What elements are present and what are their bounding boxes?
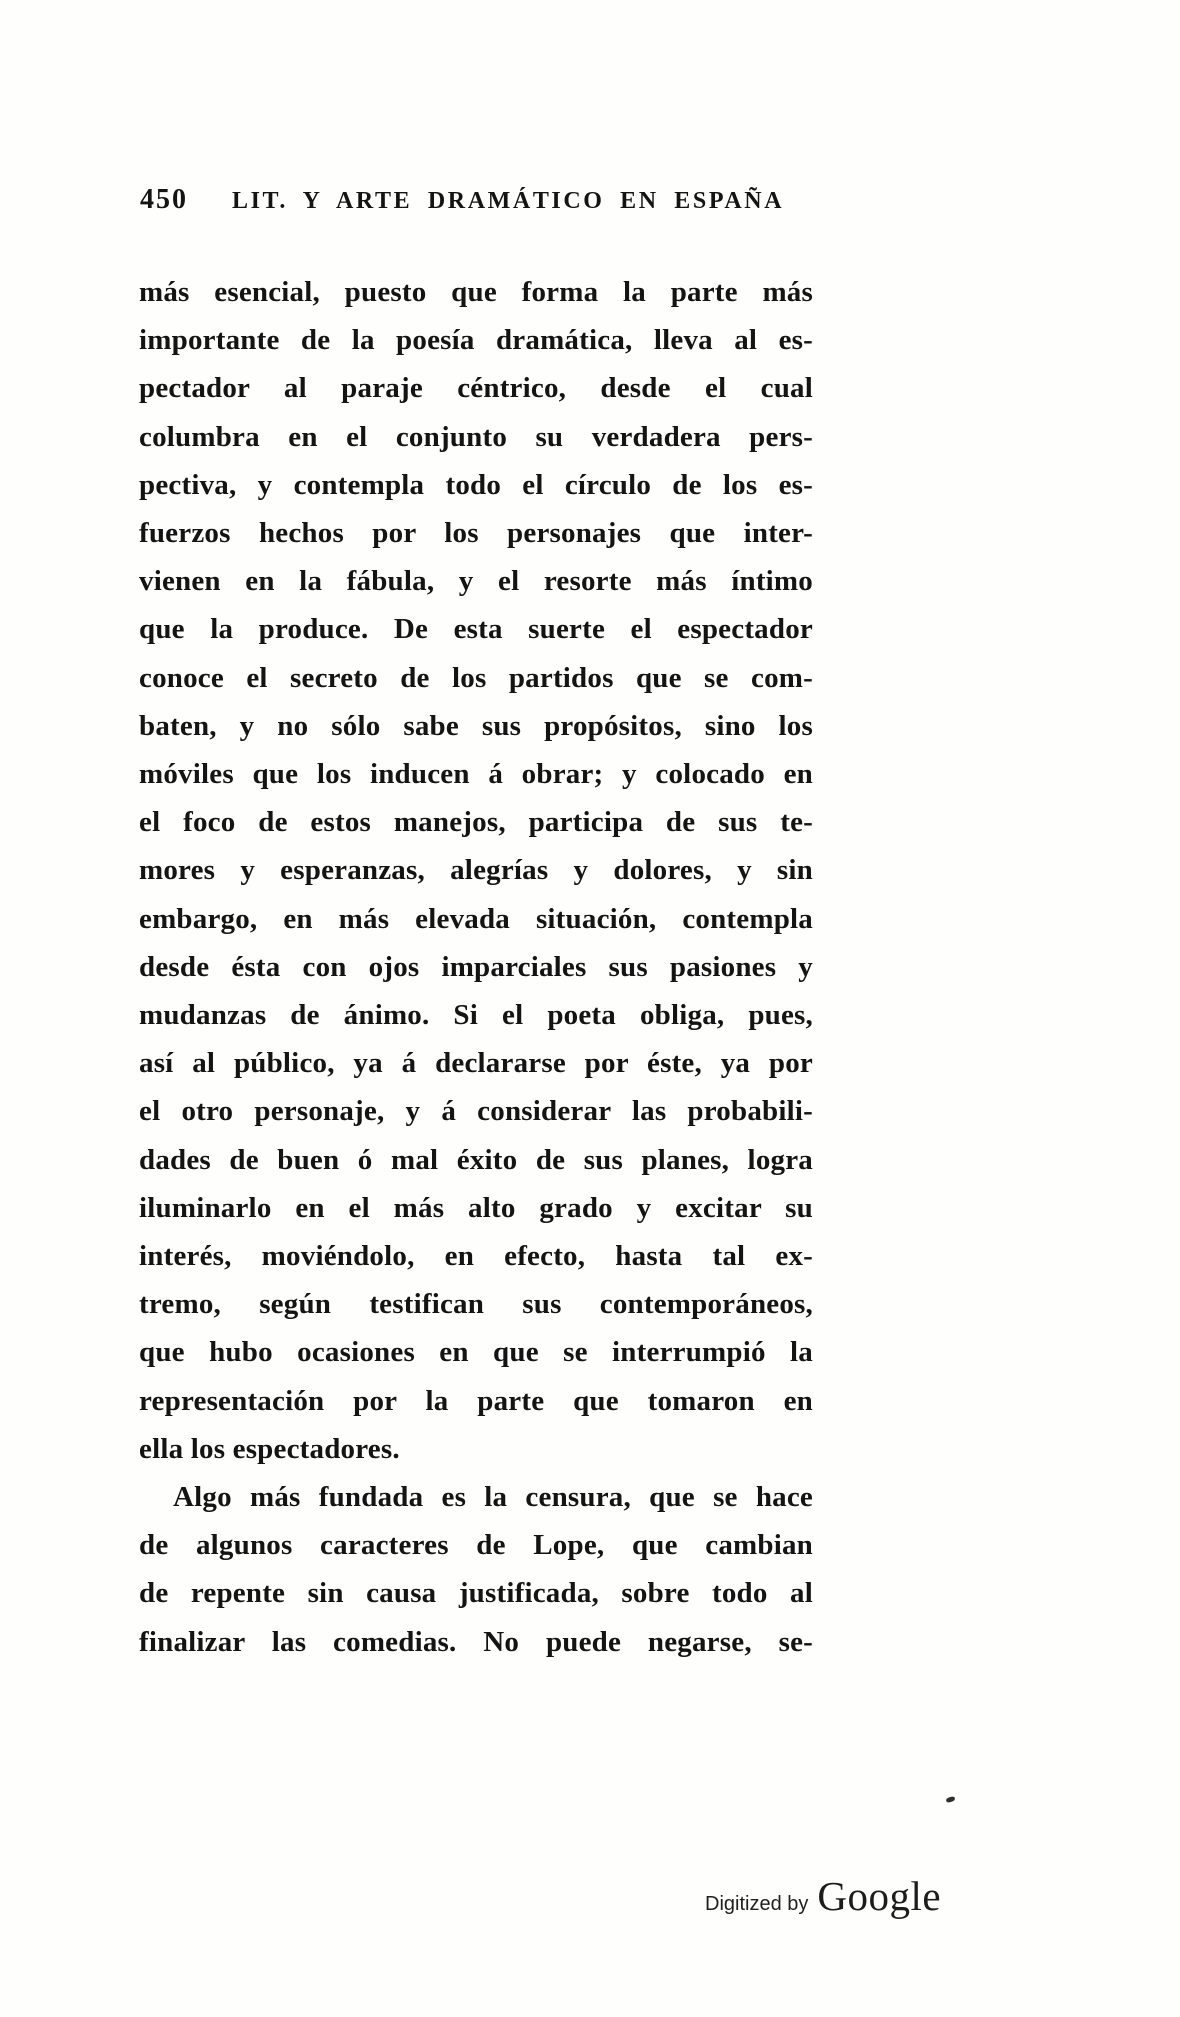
text-line-paragraph-start: Algo más fundada es la censura, que se hace <box>173 1481 813 1514</box>
text-line: interés, moviéndolo, en efecto, hasta tal ex- <box>139 1240 813 1273</box>
running-header <box>140 184 820 216</box>
text-line: iluminarlo en el más alto grado y excitar su <box>139 1191 813 1224</box>
text-line: representación por la parte que tomaron en <box>139 1384 813 1417</box>
text-line: conoce el secreto de los partidos que se com- <box>139 661 813 694</box>
digitization-credit <box>705 1872 941 1920</box>
text-line: móviles que los inducen á obrar; y colocado en <box>139 758 813 791</box>
text-line: mores y esperanzas, alegrías y dolores, y sin <box>139 854 813 887</box>
page-number: 450 <box>140 184 188 215</box>
text-line: desde ésta con ojos imparciales sus pasiones y <box>139 950 813 983</box>
text-line: que hubo ocasiones en que se interrumpió la <box>139 1336 813 1369</box>
text-line: de repente sin causa justificada, sobre todo al <box>139 1577 813 1610</box>
text-line-paragraph-end: ella los espectadores. <box>139 1432 400 1465</box>
text-line: que la produce. De esta suerte el espectador <box>139 613 813 646</box>
google-logo: Google <box>817 1873 942 1919</box>
text-line: así al público, ya á declararse por éste, ya por <box>139 1047 813 1080</box>
text-line: fuerzos hechos por los personajes que inter- <box>139 517 813 550</box>
text-line: baten, y no sólo sabe sus propósitos, sino los <box>139 709 813 742</box>
running-title: LIT. Y ARTE DRAMÁTICO EN ESPAÑA <box>232 188 785 214</box>
text-line: vienen en la fábula, y el resorte más íntimo <box>139 565 813 598</box>
text-line: importante de la poesía dramática, lleva al es- <box>139 324 813 357</box>
body-text <box>139 268 813 1666</box>
text-line: pectador al paraje céntrico, desde el cual <box>139 372 813 405</box>
text-line: finalizar las comedias. No puede negarse, se- <box>139 1625 813 1658</box>
scan-speck-mark <box>946 1796 956 1803</box>
text-line: pectiva, y contempla todo el círculo de los es- <box>139 468 813 501</box>
text-line: mudanzas de ánimo. Si el poeta obliga, pues, <box>139 999 813 1032</box>
digitized-by-label: Digitized by <box>705 1893 809 1915</box>
text-line: más esencial, puesto que forma la parte más <box>139 276 813 308</box>
text-line: dades de buen ó mal éxito de sus planes, logra <box>139 1143 813 1176</box>
text-line: embargo, en más elevada situación, contempla <box>139 902 813 935</box>
text-line: de algunos caracteres de Lope, que cambian <box>139 1529 813 1562</box>
text-line: el foco de estos manejos, participa de sus te- <box>139 806 813 839</box>
text-line: columbra en el conjunto su verdadera pers- <box>139 420 813 453</box>
text-line: tremo, según testifican sus contemporáneos, <box>139 1288 813 1321</box>
text-line: el otro personaje, y á considerar las probabili- <box>139 1095 813 1128</box>
